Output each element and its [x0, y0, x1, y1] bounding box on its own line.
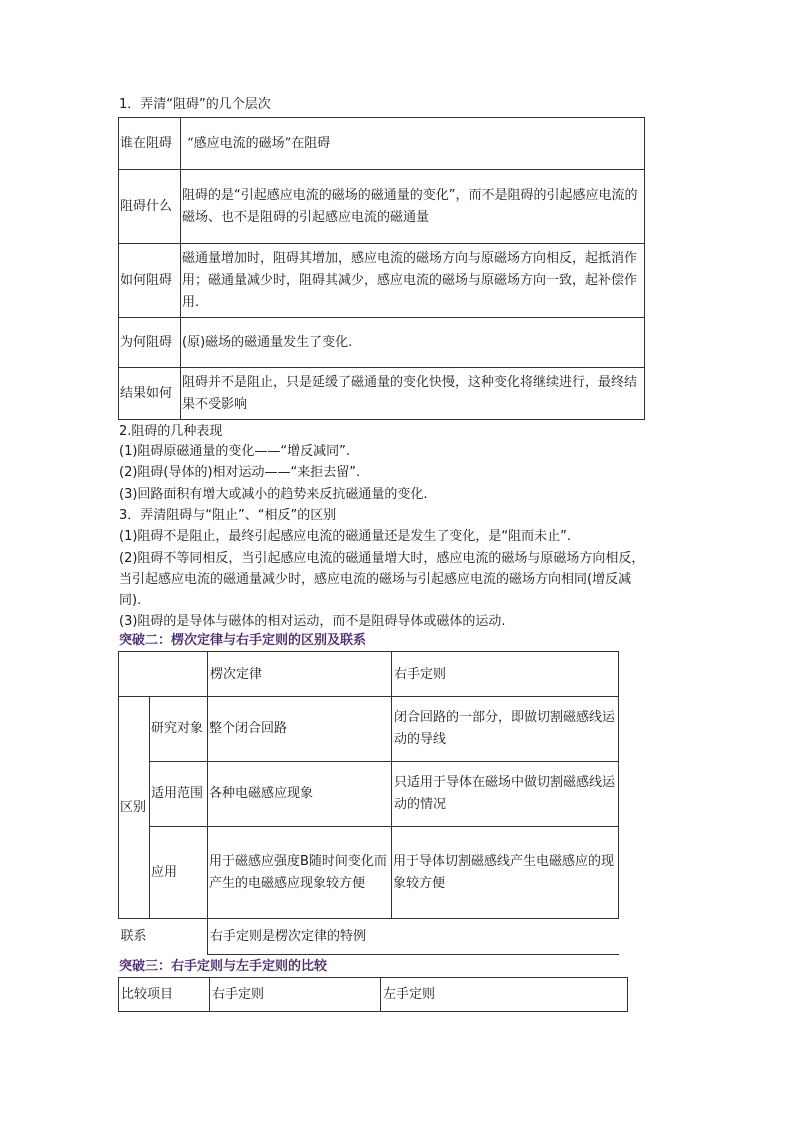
- table-row: [119, 919, 619, 955]
- lenz-vs-right-hand-table: [118, 651, 619, 955]
- row-head: 结果如何: [119, 368, 181, 420]
- right-hand-cell: 闭合回路的一部分，即做切割磁感线运动的导线: [392, 697, 619, 762]
- row-content: (原)磁场的磁通量发生了变化.: [181, 318, 645, 368]
- list-item: (1)阻碍不是阻止，最终引起感应电流的磁通量还是发生了变化，是“阻而未止”.: [119, 529, 572, 544]
- header-left-hand-rule: 左手定则: [381, 978, 628, 1012]
- table-row: [119, 697, 619, 762]
- lenz-cell: 各种电磁感应现象: [208, 762, 392, 827]
- row-content: 磁通量增加时，阻碍其增加，感应电流的磁场方向与原磁场方向相反，起抵消作用；磁通量减少时，阻碍其减少，感应电流的磁场与原磁场方向一致，起补偿作用.: [181, 244, 645, 318]
- obstruction-levels-table: [118, 117, 645, 420]
- list-item: 当引起感应电流的磁通量减少时，感应电流的磁场与引起感应电流的磁场方向相同(增反减: [119, 572, 632, 587]
- row-head: 如何阻碍: [119, 244, 181, 318]
- column-header-lenz: 楞次定律: [208, 652, 392, 697]
- list-item: (3)回路面积有增大或减小的趋势来反抗磁通量的变化.: [119, 487, 428, 502]
- list-item: (2)阻碍不等同相反，当引起感应电流的磁通量增大时，感应电流的磁场与原磁场方向相反，: [119, 551, 645, 566]
- table-row: [119, 368, 645, 420]
- table-row: [119, 318, 645, 368]
- section1-title: 1．弄清“阻碍”的几个层次: [119, 97, 271, 112]
- table-row: [119, 762, 619, 827]
- column-header-right-hand: 右手定则: [392, 652, 619, 697]
- list-item: (3)阻碍的是导体与磁体的相对运动，而不是阻碍导体或磁体的运动.: [119, 614, 506, 629]
- section3-title: 3．弄清阻碍与“阻止”、“相反”的区别: [119, 508, 337, 523]
- header-compare-item: 比较项目: [119, 978, 210, 1012]
- header-right-hand-rule: 右手定则: [210, 978, 381, 1012]
- row-head: 阻碍什么: [119, 170, 181, 244]
- row-content: “感应电流的磁场”在阻碍: [181, 118, 645, 170]
- row-label: 应用: [150, 827, 208, 919]
- row-label: 研究对象: [150, 697, 208, 762]
- list-item: 同).: [119, 593, 142, 608]
- relation-text: 右手定则是楞次定律的特例: [208, 919, 619, 955]
- row-head: 谁在阻碍: [119, 118, 181, 170]
- table-row: [119, 170, 645, 244]
- breakthrough2-title: 突破二：楞次定律与右手定则的区别及联系: [119, 633, 367, 648]
- relation-label: 联系: [119, 919, 208, 955]
- table-header-row: [119, 978, 628, 1012]
- list-item: (1)阻碍原磁通量的变化——“增反减同”.: [119, 444, 351, 459]
- table-row: [119, 118, 645, 170]
- row-head: 为何阻碍: [119, 318, 181, 368]
- table-row: [119, 827, 619, 919]
- lenz-cell: 用于磁感应强度B随时间变化而产生的电磁感应现象较方便: [208, 827, 392, 919]
- table-row: [119, 244, 645, 318]
- breakthrough3-title: 突破三：右手定则与左手定则的比较: [119, 959, 328, 974]
- list-item: (2)阻碍(导体的)相对运动——“来拒去留”.: [119, 465, 361, 480]
- table-header-row: [119, 652, 619, 697]
- right-hand-cell: 只适用于导体在磁场中做切割磁感线运动的情况: [392, 762, 619, 827]
- empty-corner-cell: [119, 652, 208, 697]
- group-label-difference: 区别: [119, 697, 150, 919]
- section2-title: 2.阻碍的几种表现: [119, 424, 223, 439]
- right-vs-left-hand-table: [118, 977, 628, 1012]
- row-label: 适用范围: [150, 762, 208, 827]
- lenz-cell: 整个闭合回路: [208, 697, 392, 762]
- right-hand-cell: 用于导体切割磁感线产生电磁感应的现象较方便: [392, 827, 619, 919]
- row-content: 阻碍并不是阻止，只是延缓了磁通量的变化快慢，这种变化将继续进行，最终结果不受影响: [181, 368, 645, 420]
- row-content: 阻碍的是“引起感应电流的磁场的磁通量的变化”，而不是阻碍的引起感应电流的磁场、也不是阻碍的引起感应电流的磁通量: [181, 170, 645, 244]
